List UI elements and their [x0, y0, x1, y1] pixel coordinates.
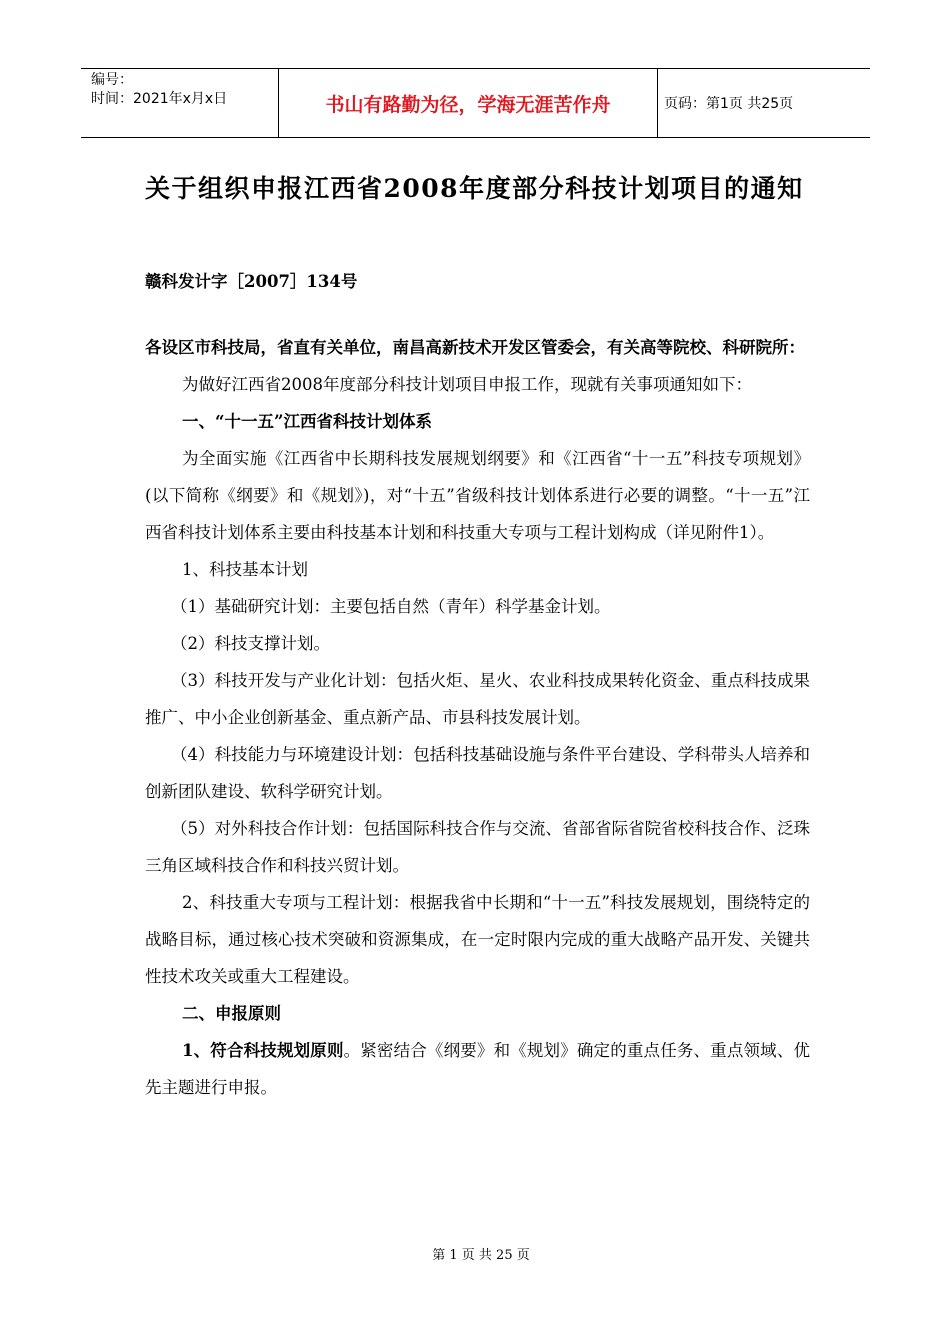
principle-1-text: 。紧密结合《纲要》和《规划》确定的重点任务、重点领域、优先主题进行申报。 [145, 1041, 810, 1097]
item-1-4: （4）科技能力与环境建设计划：包括科技基础设施与条件平台建设、学科带头人培养和创新团队建设、软科学研究计划。 [145, 745, 810, 801]
item-1-5: （5）对外科技合作计划：包括国际科技合作与交流、省部省际省院省校科技合作、泛珠三角区域科技合作和科技兴贸计划。 [145, 819, 810, 875]
section1-heading: 一、“十一五”江西省科技计划体系 [182, 412, 432, 431]
item-1-1: （1）基础研究计划：主要包括自然（青年）科学基金计划。 [171, 597, 611, 616]
document-title: 关于组织申报江西省2008年度部分科技计划项目的通知 [145, 174, 804, 203]
number-label: 编号： [91, 72, 133, 88]
document-number: 赣科发计字［2007］134号 [145, 272, 358, 291]
time-label: 时间：2021年x月x日 [91, 91, 228, 107]
header-page-info: 页码：第1页 共25页 [664, 96, 794, 112]
header-motto: 书山有路勤为径，学海无涯苦作舟 [279, 69, 658, 137]
document-body [145, 329, 810, 1106]
page-footer: 第 1 页 共 25 页 [432, 1248, 530, 1263]
intro-paragraph: 为做好江西省2008年度部分科技计划项目申报工作，现就有关事项通知如下： [182, 375, 752, 394]
section1-paragraph: 为全面实施《江西省中长期科技发展规划纲要》和《江西省“十一五”科技专项规划》(以下简称《纲要》和《规划》)，对“十五”省级科技计划体系进行必要的调整。“十一五”江西省科技计划体系主要由科技基本计划和科技重大专项与工程计划构成（详见附件1）。 [145, 449, 810, 542]
header-meta [81, 69, 279, 137]
section2-heading: 二、申报原则 [182, 1004, 281, 1023]
item-2: 2、科技重大专项与工程计划：根据我省中长期和“十一五”科技发展规划，围绕特定的战略目标，通过核心技术突破和资源集成，在一定时限内完成的重大战略产品开发、关键共性技术攻关或重大工程建设。 [145, 893, 810, 986]
item-1-2: （2）科技支撑计划。 [171, 634, 330, 653]
item-1-3: （3）科技开发与产业化计划：包括火炬、星火、农业科技成果转化资金、重点科技成果推广、中小企业创新基金、重点新产品、市县科技发展计划。 [145, 671, 810, 727]
page-header [81, 68, 870, 138]
principle-1 [145, 1032, 810, 1106]
item-1: 1、科技基本计划 [182, 560, 308, 579]
addressee: 各设区市科技局，省直有关单位，南昌高新技术开发区管委会，有关高等院校、科研院所： [145, 338, 805, 357]
principle-1-heading: 1、符合科技规划原则 [182, 1041, 344, 1060]
